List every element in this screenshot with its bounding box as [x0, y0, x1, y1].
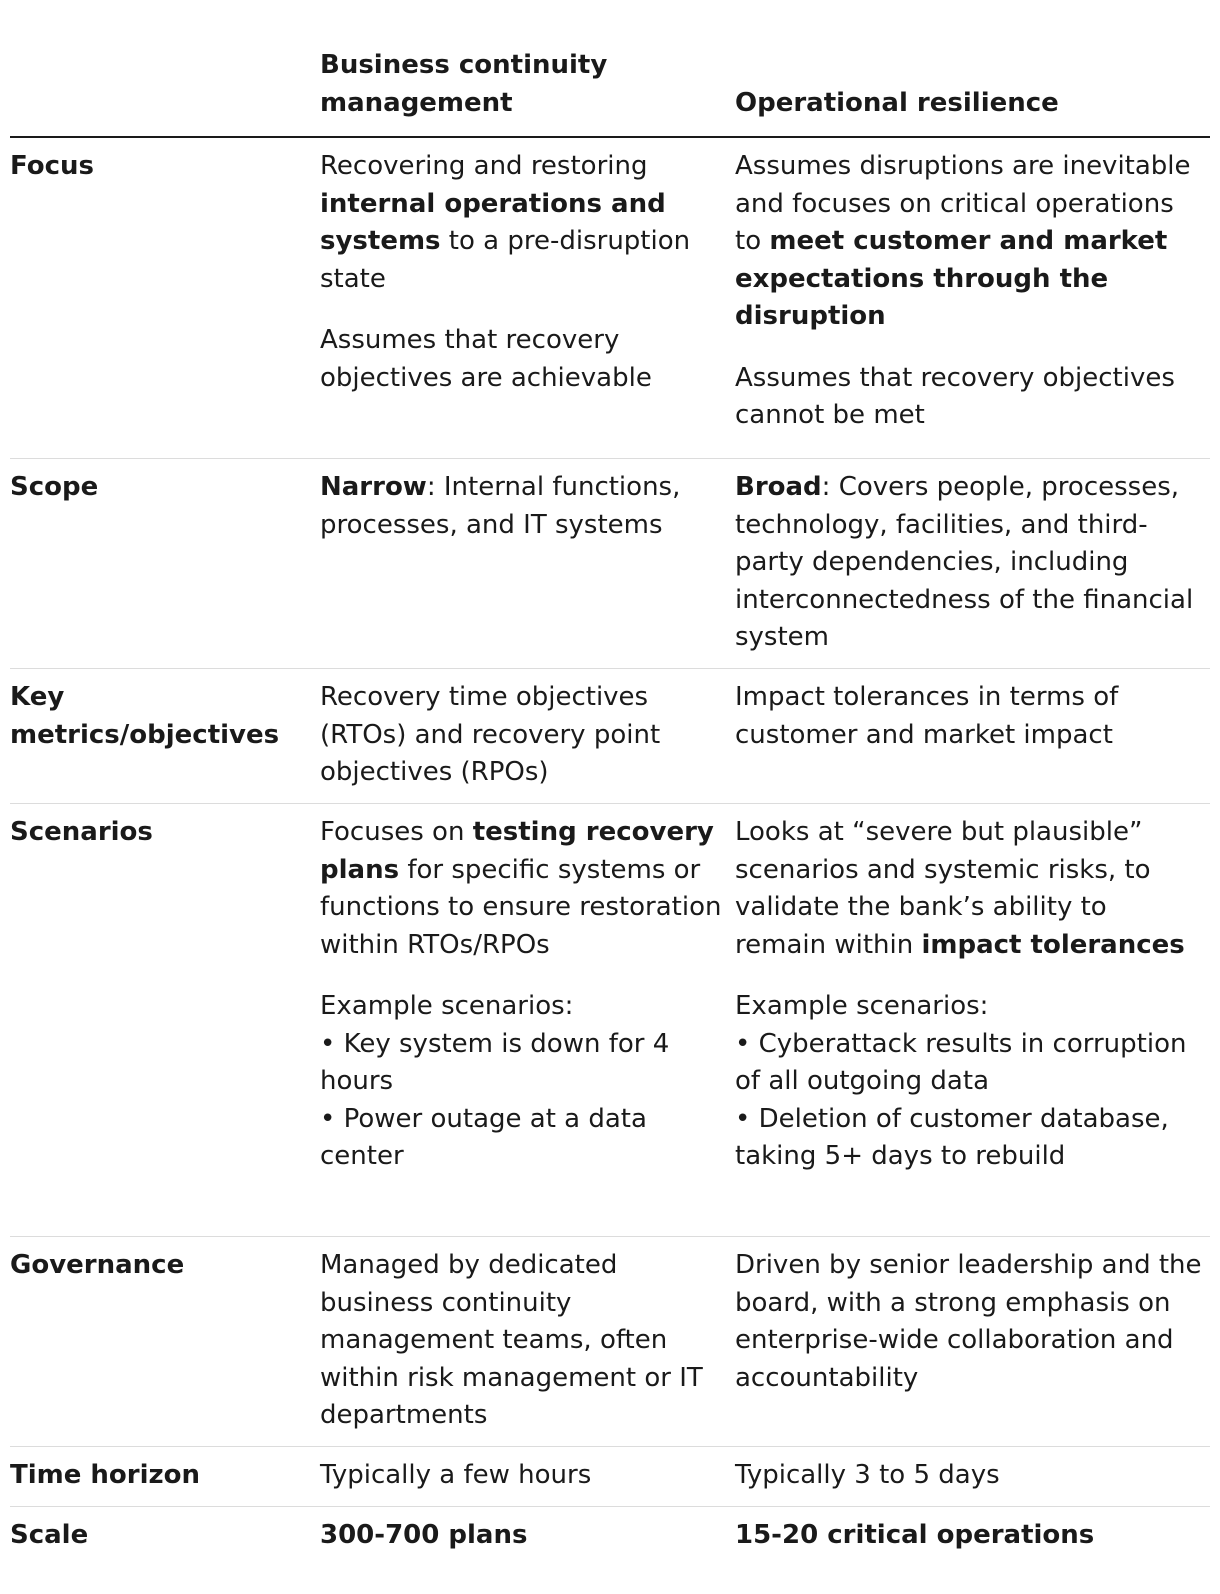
bcm-focus-paragraph: Recovering and restoring internal operations and systems to a pre-disruption state [320, 151, 691, 294]
or-focus-assumption: Assumes that recovery objectives cannot be met [735, 362, 1175, 430]
or-focus-paragraph: Assumes disruptions are inevitable and focuses on critical operations to meet customer and market expectations through the disruption [735, 151, 1191, 331]
or-scenarios-paragraph: Looks at “severe but plausible” scenarios and systemic risks, to validate the bank’s ability to remain within impact tolerances [735, 817, 1185, 960]
table-header [10, 0, 1210, 138]
table-row-key-metrics [10, 669, 1210, 804]
bcm-cell [320, 804, 735, 1236]
list-item: • Key system is down for 4 hours [320, 1026, 727, 1101]
row-label: Scenarios [10, 817, 153, 847]
header-bcm: Business continuity management [320, 50, 608, 118]
header-operational-resilience: Operational resilience [735, 87, 1059, 118]
bcm-cell: 300-700 plans [320, 1520, 528, 1550]
row-label: Key metrics/objectives [10, 682, 280, 750]
or-cell [735, 138, 1210, 458]
bcm-scenarios-paragraph: Focuses on testing recovery plans for specific systems or functions to ensure restoration within RTOs/RPOs [320, 817, 722, 960]
list-item: • Power outage at a data center [320, 1101, 727, 1176]
row-label: Scope [10, 472, 99, 502]
or-cell [735, 804, 1210, 1236]
table-row-governance [10, 1237, 1210, 1447]
or-cell: 15-20 critical operations [735, 1520, 1095, 1550]
bcm-cell: Managed by dedicated business continuity management teams, often within risk management or IT departments [320, 1250, 703, 1430]
list-item: • Cyberattack results in corruption of all outgoing data [735, 1026, 1202, 1101]
table-row-time-horizon [10, 1447, 1210, 1507]
table-row-focus [10, 138, 1210, 459]
or-cell: Driven by senior leadership and the board, with a strong emphasis on enterprise-wide collaboration and accountability [735, 1250, 1202, 1393]
bcm-cell: Typically a few hours [320, 1460, 592, 1490]
or-examples [735, 988, 1202, 1176]
bcm-cell [320, 138, 735, 458]
table-row-scope [10, 459, 1210, 669]
bcm-examples [320, 988, 727, 1176]
row-label: Governance [10, 1250, 185, 1280]
examples-title: Example scenarios: [320, 991, 574, 1021]
list-item: • Deletion of customer database, taking 5+ days to rebuild [735, 1101, 1202, 1176]
or-cell: Broad: Covers people, processes, technology, facilities, and third-party dependencies, including interconnectedness of the financial system [735, 472, 1194, 652]
bcm-cell: Recovery time objectives (RTOs) and recovery point objectives (RPOs) [320, 682, 661, 787]
bcm-cell: Narrow: Internal functions, processes, and IT systems [320, 472, 681, 540]
comparison-table [10, 0, 1210, 1567]
table-row-scenarios [10, 804, 1210, 1237]
or-cell: Impact tolerances in terms of customer and market impact [735, 682, 1119, 750]
row-label: Time horizon [10, 1460, 201, 1490]
examples-list [320, 1026, 727, 1176]
bcm-focus-assumption: Assumes that recovery objectives are achievable [320, 325, 652, 393]
examples-title: Example scenarios: [735, 991, 989, 1021]
table-row-scale [10, 1507, 1210, 1567]
or-cell: Typically 3 to 5 days [735, 1460, 1000, 1490]
examples-list [735, 1026, 1202, 1176]
row-label: Scale [10, 1520, 89, 1550]
row-label: Focus [10, 151, 94, 181]
